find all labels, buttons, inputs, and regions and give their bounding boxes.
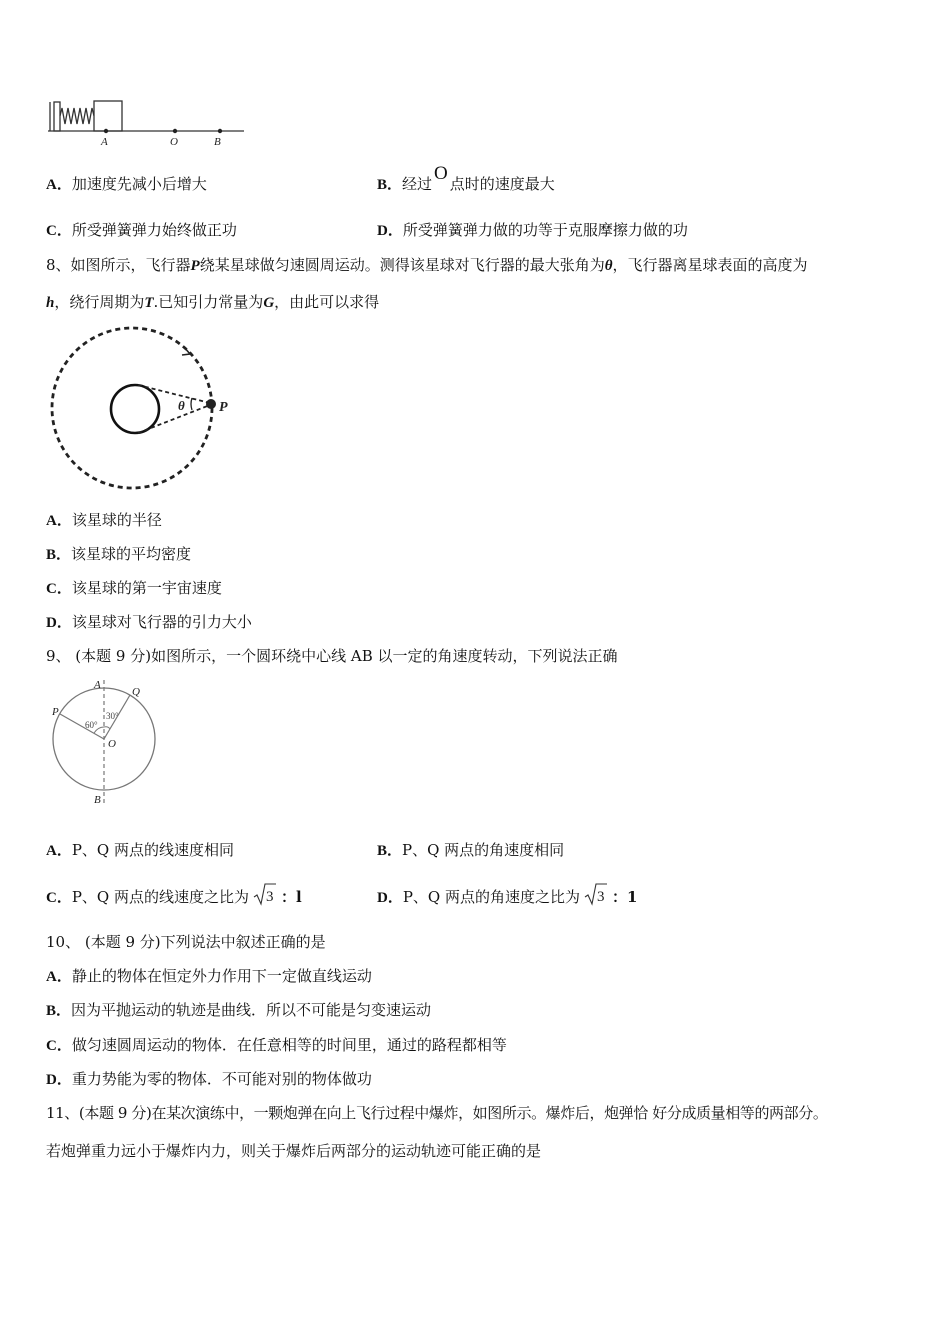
label-B: B bbox=[214, 136, 221, 148]
angle-arc bbox=[191, 398, 192, 410]
sqrt-symbol bbox=[584, 882, 608, 906]
label-O: O bbox=[170, 136, 178, 148]
label-O: O bbox=[108, 738, 116, 750]
orbit-figure bbox=[44, 322, 244, 494]
P-label: P bbox=[219, 400, 228, 415]
label-P: P bbox=[52, 706, 59, 718]
angle-30-arc bbox=[104, 727, 110, 729]
spring bbox=[60, 108, 94, 124]
q9-option-a: A．P、Q 两点的线速度相同 bbox=[46, 841, 235, 859]
label-B: B bbox=[94, 794, 101, 806]
sqrt-symbol bbox=[253, 882, 277, 906]
q7-option-c: C．所受弹簧弹力始终做正功 bbox=[46, 221, 237, 239]
q10-option-a: A．静止的物体在恒定外力作用下一定做直线运动 bbox=[46, 967, 372, 985]
q9-stem: 9、 (本题 9 分)如图所示，一个圆环绕中心线 AB 以一定的角速度转动，下列说法正确 bbox=[46, 647, 618, 665]
svg-text:3: 3 bbox=[597, 889, 605, 905]
wall-block bbox=[54, 102, 60, 131]
q10-stem: 10、 (本题 9 分)下列说法中叙述正确的是 bbox=[46, 933, 326, 951]
q10-option-d: D．重力势能为零的物体．不可能对别的物体做功 bbox=[46, 1070, 372, 1088]
q10-option-c: C．做匀速圆周运动的物体．在任意相等的时间里，通过的路程都相等 bbox=[46, 1036, 507, 1054]
q10-option-b: B．因为平抛运动的轨迹是曲线．所以不可能是匀变速运动 bbox=[46, 1001, 432, 1019]
point-o-symbol: O bbox=[434, 163, 448, 184]
label-Q: Q bbox=[132, 686, 140, 698]
planet bbox=[111, 385, 159, 433]
ring-figure bbox=[44, 675, 164, 810]
label-60: 60° bbox=[85, 720, 98, 730]
q11-stem-line2: 若炮弹重力远小于爆炸内力，则关于爆炸后两部分的运动轨迹可能正确的是 bbox=[46, 1142, 542, 1160]
q11-stem-line1: 11、(本题 9 分)在某次演练中，一颗炮弹在向上飞行过程中爆炸，如图所示。爆炸后，炮弹恰 好分成质量相等的两部分。 bbox=[46, 1104, 828, 1122]
label-30: 30° bbox=[106, 711, 119, 721]
block bbox=[94, 101, 122, 131]
label-A: A bbox=[94, 679, 101, 691]
q8-stem-line2: h，绕行周期为T.已知引力常量为G，由此可以求得 bbox=[46, 293, 380, 311]
tangent-line-top bbox=[138, 385, 210, 403]
q9-option-c: C．P、Q 两点的线速度之比为 3 ：l bbox=[46, 886, 302, 910]
q9-option-d: D．P、Q 两点的角速度之比为 3 ：1 bbox=[377, 886, 637, 910]
q8-stem-line1: 8、如图所示，飞行器P绕某星球做匀速圆周运动。测得该星球对飞行器的最大张角为θ，飞行器离星球表面的高度为 bbox=[46, 256, 808, 274]
point-O bbox=[173, 129, 177, 133]
q9-option-b: B．P、Q 两点的角速度相同 bbox=[377, 841, 565, 859]
label-A: A bbox=[101, 136, 108, 148]
spring-block-figure bbox=[44, 92, 254, 152]
q7-option-a: A．加速度先减小后增大 bbox=[46, 175, 207, 193]
q7-option-b: B．经过 O 点时的速度最大 bbox=[377, 163, 555, 193]
point-B bbox=[218, 129, 222, 133]
q7-option-d: D．所受弹簧弹力做的功等于克服摩擦力做的功 bbox=[377, 221, 688, 239]
theta-label: θ bbox=[178, 398, 185, 413]
q8-option-a: A．该星球的半径 bbox=[46, 511, 162, 529]
point-A bbox=[104, 129, 108, 133]
q8-option-b: B．该星球的平均密度 bbox=[46, 545, 192, 563]
craft-P bbox=[206, 399, 216, 409]
svg-text:3: 3 bbox=[266, 889, 274, 905]
q8-option-c: C．该星球的第一宇宙速度 bbox=[46, 579, 222, 597]
q8-option-d: D．该星球对飞行器的引力大小 bbox=[46, 613, 252, 631]
